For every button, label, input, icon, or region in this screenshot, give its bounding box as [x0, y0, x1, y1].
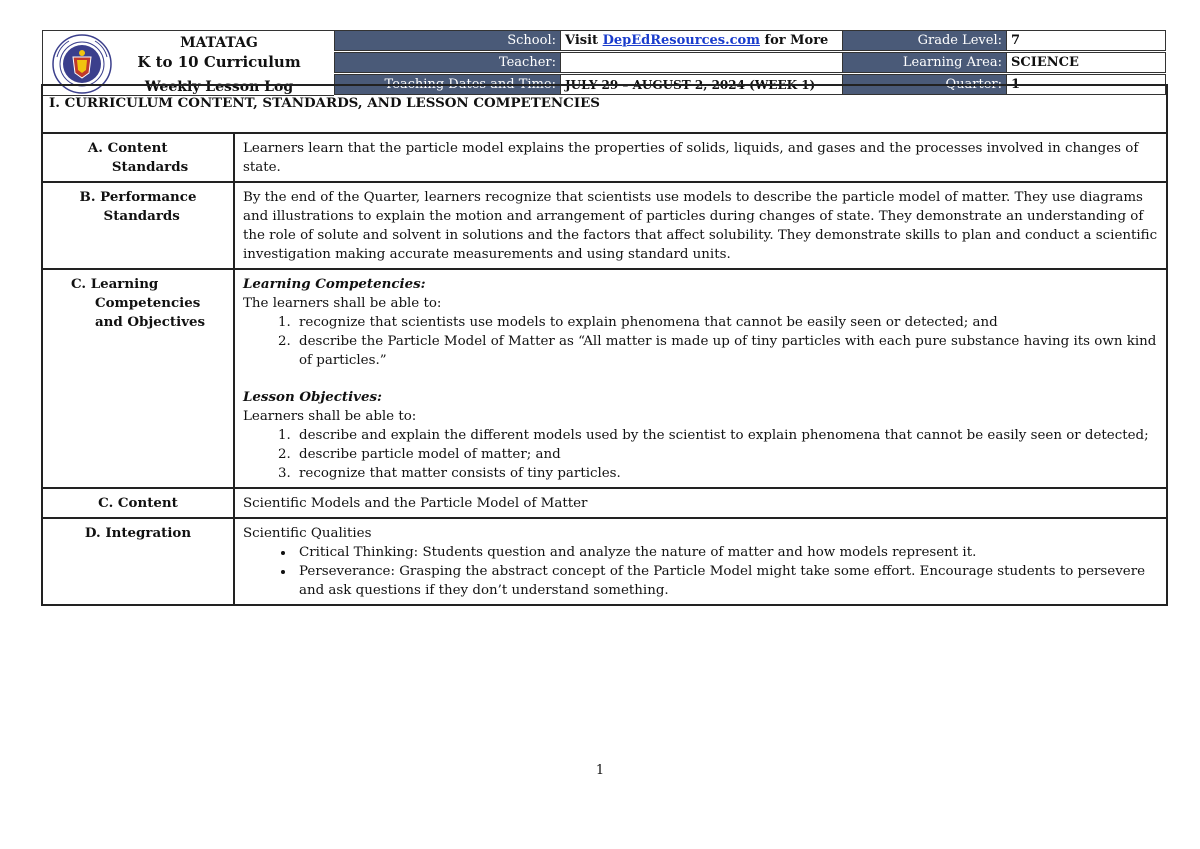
curriculum-table: [41, 84, 1168, 606]
content-standards-text: Learners learn that the particle model explains the properties of solids, liquids, and gases and the processes involved in changes of state.: [234, 133, 1167, 182]
learning-competencies-intro: The learners shall be able to:: [243, 296, 442, 311]
performance-standards-label: [42, 182, 234, 269]
school-field[interactable]: [560, 30, 843, 51]
school-link[interactable]: DepEdResources.com: [602, 33, 760, 48]
section-title: I. CURRICULUM CONTENT, STANDARDS, AND LESSON COMPETENCIES: [42, 85, 1167, 133]
section-title-row: [42, 85, 1167, 133]
table-row: [42, 182, 1167, 269]
content-text: Scientific Models and the Particle Model of Matter: [234, 488, 1167, 518]
content-standards-label: [42, 133, 234, 182]
label-line: A. Content: [87, 140, 168, 156]
competencies-content: [234, 269, 1167, 488]
table-row: [42, 269, 1167, 488]
label-line: C. Learning: [70, 276, 159, 292]
learning-competencies-heading: Learning Competencies:: [243, 276, 426, 292]
brand-title: MATATAG: [180, 35, 258, 51]
content-label: C. Content: [42, 488, 234, 518]
learning-area-field[interactable]: SCIENCE: [1006, 52, 1166, 73]
integration-content: [234, 518, 1167, 605]
list-item: 2. describe particle model of matter; and: [295, 445, 1158, 464]
list-item: 1. recognize that scientists use models to explain phenomena that cannot be easily seen or detected; and: [295, 313, 1158, 332]
label-line: B. Performance: [79, 189, 197, 205]
lesson-objectives-intro: Learners shall be able to:: [243, 409, 417, 424]
brand-curriculum: K to 10 Curriculum: [137, 53, 301, 71]
list-item: 2. describe the Particle Model of Matter as “All matter is made up of tiny particles with each pure substance having its own kind of particles.”: [295, 332, 1158, 370]
integration-list: [243, 543, 1158, 600]
school-label: School:: [334, 30, 561, 51]
table-row: [42, 488, 1167, 518]
integration-label: D. Integration: [42, 518, 234, 605]
list-item: • Critical Thinking: Students question and analyze the nature of matter and how models represent it.: [295, 543, 1158, 562]
page-number: 1: [595, 763, 605, 778]
grade-level-label: Grade Level:: [842, 30, 1007, 51]
performance-standards-text: By the end of the Quarter, learners recognize that scientists use models to describe the particle model of matter. They use diagrams and illustrations to explain the motion and arrangement of particles during changes of state. They demonstrate an understanding of the role of solute and solvent in solutions and the factors that affect solubility. They demonstrate skills to plan and conduct a scientific investigation making accurate measurements and using standard units.: [234, 182, 1167, 269]
table-row: [42, 518, 1167, 605]
brand-log-type: Weekly Lesson Log: [144, 79, 294, 95]
quarter-label: Quarter:: [842, 74, 1007, 95]
teacher-field[interactable]: [560, 52, 843, 73]
list-item: 3. recognize that matter consists of tiny particles.: [295, 464, 1158, 483]
integration-intro: Scientific Qualities: [243, 526, 372, 541]
school-suffix: for More: [759, 33, 829, 48]
lesson-objectives-list: [243, 426, 1158, 483]
grade-level-field[interactable]: 7: [1006, 30, 1166, 51]
label-line: Competencies: [94, 295, 201, 311]
list-item: 1. describe and explain the different models used by the scientist to explain phenomena that cannot be easily seen or detected;: [295, 426, 1158, 445]
learning-competencies-list: [243, 313, 1158, 370]
label-line: Standards: [111, 159, 189, 175]
teaching-dates-field[interactable]: JULY 29 – AUGUST 2, 2024 (WEEK 1): [560, 74, 843, 95]
teacher-label: Teacher:: [334, 52, 561, 73]
learning-area-label: Learning Area:: [842, 52, 1007, 73]
label-line: Standards: [103, 208, 180, 224]
label-line: and Objectives: [94, 314, 206, 330]
quarter-field[interactable]: 1: [1006, 74, 1166, 95]
list-item: • Perseverance: Grasping the abstract concept of the Particle Model might take some effort. Encourage students to persevere and ask questions if they don’t understand something.: [295, 562, 1158, 600]
table-row: [42, 133, 1167, 182]
competencies-label: [42, 269, 234, 488]
lesson-objectives-heading: Lesson Objectives:: [243, 389, 382, 405]
teaching-dates-label: Teaching Dates and Time:: [334, 74, 561, 95]
school-prefix: Visit: [565, 33, 603, 48]
